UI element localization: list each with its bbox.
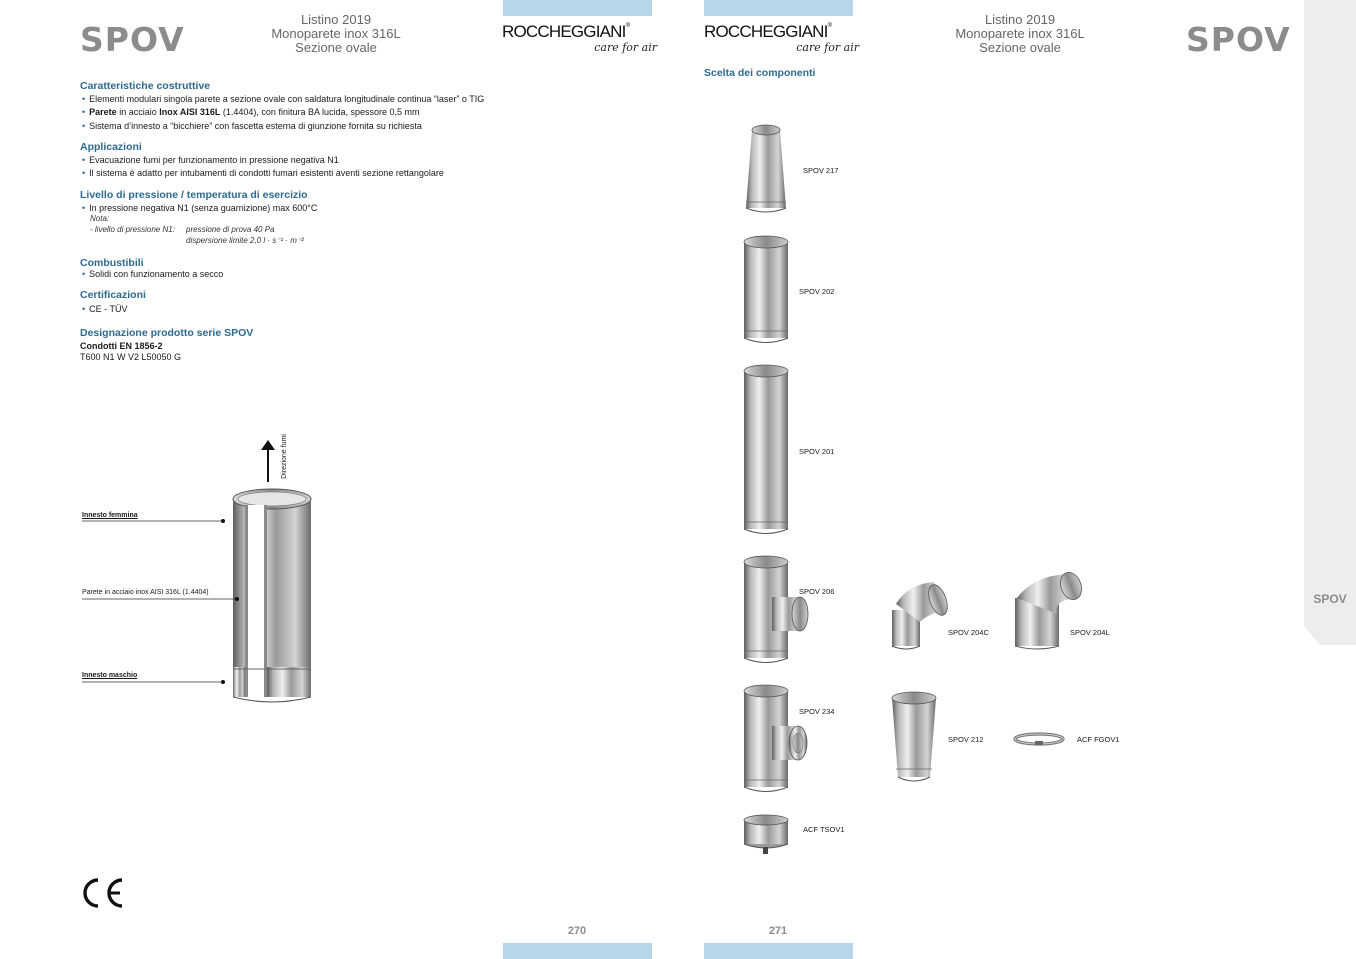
list-item: • Solidi con funzionamento a secco: [82, 269, 224, 279]
callout-line-female: [82, 519, 232, 525]
callout-female-joint: Innesto femmina: [82, 512, 138, 519]
note-leakage-limit: dispersione limite 2,0 l · s⁻¹ · m⁻²: [186, 236, 304, 245]
listino-header: [246, 13, 426, 55]
designation-code: T600 N1 W V2 L50050 G: [80, 352, 182, 362]
component-image-acf-fgov1: [1013, 731, 1065, 747]
callout-male-joint: Innesto maschio: [82, 672, 138, 679]
listino-header: [930, 13, 1110, 55]
callout-line-wall: [82, 597, 242, 603]
component-image-spov-212: [890, 691, 940, 786]
brand-logo: [502, 22, 662, 62]
component-image-spov-217: [742, 124, 790, 216]
list-item: • Sistema d’innesto a “bicchiere” con fascetta esterna di giunzione fornita su richiesta: [82, 121, 422, 131]
component-label: SPOV 202: [799, 287, 835, 296]
bottom-blue-bar: [704, 943, 853, 959]
series-code: SPOV: [80, 20, 185, 59]
designation-standard: Condotti EN 1856-2: [80, 341, 163, 351]
list-item: • In pressione negativa N1 (senza guarnizione) max 600°C: [82, 203, 318, 213]
brand-tagline: care for air: [796, 41, 859, 54]
top-blue-bar: [704, 0, 853, 16]
component-label: SPOV 217: [803, 166, 839, 175]
component-label: SPOV 212: [948, 735, 984, 744]
note-label: Nota:: [90, 214, 110, 223]
component-image-spov-206: [742, 555, 812, 667]
component-label: ACF TSOV1: [803, 825, 845, 834]
registered-mark: ®: [827, 23, 832, 29]
listino-year: Listino 2019: [300, 12, 372, 27]
top-blue-bar: [503, 0, 652, 16]
component-label: ACF FGOV1: [1077, 735, 1120, 744]
section-title-certificazioni: Certificazioni: [80, 289, 146, 301]
section-title-livello: Livello di pressione / temperatura di esercizio: [80, 189, 308, 201]
list-item: • Il sistema è adatto per intubamenti di condotti fumari esistenti aventi sezione rettangolare: [82, 168, 444, 178]
note-test-pressure: pressione di prova 40 Pa: [186, 225, 275, 234]
section-title-applicazioni: Applicazioni: [80, 141, 142, 153]
list-item: • Elementi modulari singola parete a sezione ovale con saldatura longitudinale continua “laser” o TIG: [82, 94, 485, 104]
ce-mark-icon: [80, 877, 125, 909]
component-label: SPOV 234: [799, 707, 835, 716]
component-label: SPOV 204C: [948, 628, 989, 637]
series-code: SPOV: [1186, 20, 1291, 59]
brand-tagline: care for air: [594, 41, 657, 54]
direction-label: Direzione fumi: [280, 434, 288, 479]
section-title-combustibili: Combustibili: [80, 257, 144, 269]
section-title-caratteristiche: Caratteristiche costruttive: [80, 80, 211, 92]
listino-section: Sezione ovale: [979, 40, 1061, 55]
component-label: SPOV 204L: [1070, 628, 1110, 637]
registered-mark: ®: [625, 23, 630, 29]
bottom-blue-bar: [503, 943, 652, 959]
component-label: SPOV 201: [799, 447, 835, 456]
brand-name: ROCCHEGGIANI: [502, 22, 626, 41]
component-image-spov-204l: [1013, 570, 1085, 652]
note-prefix: - livello di pressione N1:: [90, 225, 175, 234]
list-item: • Evacuazione fumi per funzionamento in pressione negativa N1: [82, 155, 339, 165]
listino-product: Monoparete inox 316L: [955, 26, 1085, 41]
page-number-left: 270: [567, 925, 587, 937]
section-title-designazione: Designazione prodotto serie SPOV: [80, 327, 254, 339]
components-title: Scelta dei componenti: [704, 67, 816, 79]
component-label: SPOV 206: [799, 587, 835, 596]
list-item: • CE - TÜV: [82, 304, 128, 314]
component-image-spov-201: [742, 364, 790, 538]
brand-name: ROCCHEGGIANI: [704, 22, 828, 41]
side-index-tab: [1304, 0, 1356, 645]
listino-product: Monoparete inox 316L: [271, 26, 401, 41]
component-image-spov-234: [742, 684, 812, 796]
side-index-tab-label: SPOV: [1313, 592, 1347, 606]
listino-year: Listino 2019: [984, 12, 1056, 27]
callout-line-male: [82, 680, 232, 686]
component-image-spov-204c: [890, 580, 950, 652]
right-page: [678, 0, 1356, 959]
list-item: • Parete in acciaio Inox AISI 316L (1.4404), con finitura BA lucida, spessore 0,5 mm: [82, 107, 420, 117]
callout-wall: Parete in acciaio inox AISI 316L (1.4404): [82, 589, 209, 596]
oval-pipe-cutaway-diagram: [225, 485, 320, 705]
component-image-spov-202: [742, 235, 790, 347]
listino-section: Sezione ovale: [295, 40, 377, 55]
page-number-right: 271: [768, 925, 788, 937]
flue-direction-arrow: [258, 440, 278, 484]
brand-logo: [704, 22, 864, 62]
component-image-acf-tsov1: [742, 814, 790, 856]
